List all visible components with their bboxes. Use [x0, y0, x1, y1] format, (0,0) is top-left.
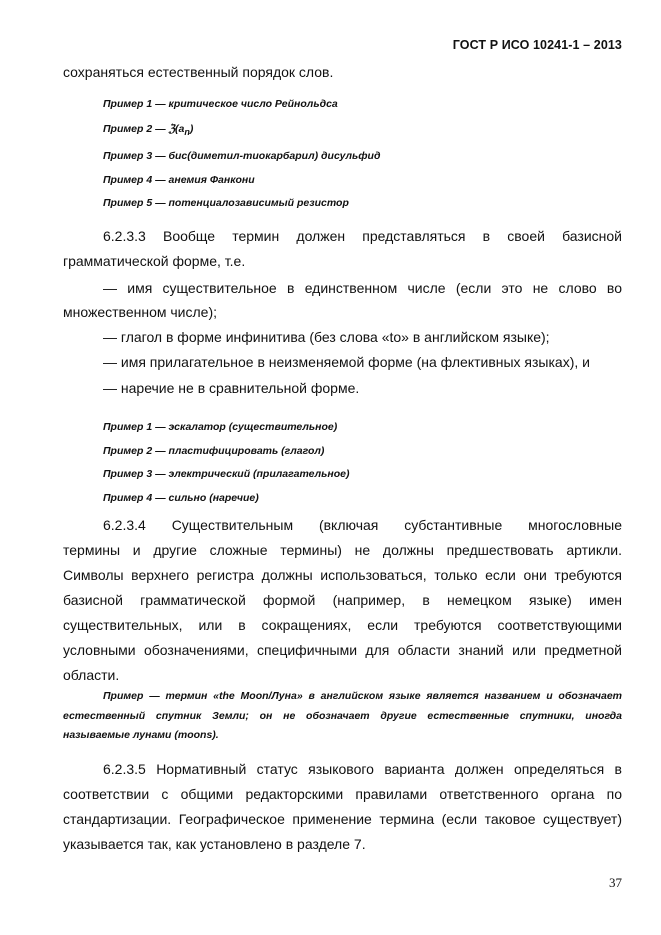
example-3-line1	[103, 690, 622, 702]
example-dash: —	[155, 98, 166, 110]
para-6233-line2: грамматической форме, т.е.	[63, 253, 246, 269]
example-label: Пример 5	[103, 197, 153, 209]
example-text: пластифицировать (глагол)	[168, 445, 325, 457]
list-item-2: — глагол в форме инфинитива (без слова «to» в английском языке);	[103, 329, 550, 345]
example-label: Пример 2	[103, 445, 153, 457]
example-dash: —	[155, 468, 166, 480]
example-text: бис(диметил-тиокарбарил) дисульфид	[168, 150, 381, 162]
example-text: термин «the Moon/Луна» в английском языке является названием и обозначает	[165, 690, 623, 702]
example-dash: —	[155, 174, 166, 186]
list-item-4: — наречие не в сравнительной форме.	[103, 380, 360, 396]
example-dash: —	[155, 421, 166, 433]
example-label: Пример 4	[103, 174, 153, 186]
example-2-3	[103, 468, 349, 480]
list-item-3: — имя прилагательное в неизменяемой форме (на флективных языках), и	[103, 354, 590, 370]
example-3-line3: называемые лунами (moons).	[63, 729, 219, 741]
example-label: Пример 1	[103, 421, 153, 433]
para-6235-line1: 6.2.3.5 Нормативный статус языкового варианта должен определяться в	[103, 761, 622, 777]
example-3-line2: естественный спутник Земли; он не обозначает другие естественные спутники, иногда	[63, 710, 622, 722]
para-6234-line4: базисной грамматической формой (например, в немецком языке) имен	[63, 592, 622, 608]
example-text: эскалатор (существительное)	[168, 421, 338, 433]
example-label: Пример 1	[103, 98, 153, 110]
para-6235-line4: указывается так, как установлено в разделе 7.	[63, 836, 366, 852]
para-6234-line7: области.	[63, 667, 120, 683]
example-label: Пример	[103, 690, 144, 702]
example-label: Пример 4	[103, 492, 153, 504]
para-6233-line1: 6.2.3.3 Вообще термин должен представляться в своей базисной	[103, 228, 622, 244]
example-text: электрический (прилагательное)	[168, 468, 350, 480]
list-item-1-line2: множественном числе);	[63, 304, 217, 320]
example-dash: —	[155, 492, 166, 504]
example-dash: —	[155, 445, 166, 457]
example-1-2	[103, 123, 193, 137]
para-6234-line1: 6.2.3.4 Существительным (включая субстантивные многословные	[103, 517, 622, 533]
para-6235-line3: стандартизации. Географическое применение термина (если таковое существует)	[63, 811, 622, 827]
example-1-3	[103, 150, 380, 162]
example-dash: —	[155, 150, 166, 162]
example-text: сильно (наречие)	[168, 492, 259, 504]
example-label: Пример 3	[103, 150, 153, 162]
para-6234-line3: Символы верхнего регистра должны использоваться, только если они требуются	[63, 567, 622, 583]
example-dash: —	[149, 690, 160, 702]
page-header: ГОСТ Р ИСО 10241-1 – 2013	[452, 38, 622, 52]
example-text: потенциалозависимый резистор	[168, 197, 349, 209]
example-2-4	[103, 492, 259, 504]
example-1-4	[103, 174, 255, 186]
para-6234-line5: существительных, или в сокращениях, если требуются соответствующими	[63, 617, 622, 633]
example-2-1	[103, 421, 337, 433]
formula-subscript: n	[184, 127, 190, 138]
formula-open: (a	[175, 123, 185, 135]
example-dash: —	[155, 197, 166, 209]
example-text: критическое число Рейнольдса	[168, 98, 338, 110]
fraktur-symbol: ℨ	[168, 123, 175, 135]
para-6234-line6: условными обозначениями, специфичными для области знаний или предметной	[63, 642, 622, 658]
para-6234-line2: термины и другие сложные термины) не должны предшествовать артикли.	[63, 542, 622, 558]
example-dash: —	[155, 123, 166, 135]
para-6235-line2: соответствии с общими редакторскими правилами ответственного органа по	[63, 786, 622, 802]
page-number: 37	[609, 875, 622, 890]
list-item-1-line1: — имя существительное в единственном числе (если это не слово во	[103, 280, 622, 296]
example-1-5	[103, 197, 349, 209]
formula-close: )	[189, 123, 194, 135]
example-label: Пример 2	[103, 123, 153, 135]
example-1-1	[103, 98, 338, 110]
example-text: анемия Фанкони	[168, 174, 255, 186]
intro-line: сохраняться естественный порядок слов.	[63, 64, 334, 80]
example-label: Пример 3	[103, 468, 153, 480]
example-2-2	[103, 445, 324, 457]
